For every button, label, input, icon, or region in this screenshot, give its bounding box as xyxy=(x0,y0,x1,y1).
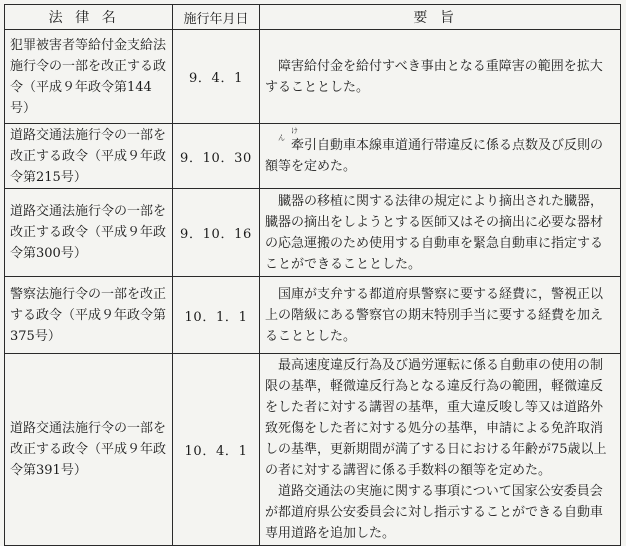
law-name-cell: 犯罪被害者等給付金支給法施行令の一部を改正する政令（平成９年政令第144号） xyxy=(5,30,173,124)
summary-paragraph xyxy=(265,127,615,177)
header-law-name: 法律名 xyxy=(5,5,173,30)
table-row xyxy=(5,124,621,189)
summary-paragraph: 臓器の移植に関する法律の規定により摘出された臓器，臓器の摘出をしようとする医師又はその摘出に必要な器材の応急運搬のため使用する自動車を緊急自動車に指定することができることとした。 xyxy=(265,193,604,272)
table-row xyxy=(5,277,621,354)
table-row xyxy=(5,354,621,546)
law-name-cell: 道路交通法施行令の一部を改正する政令（平成９年政令第300号） xyxy=(5,189,173,277)
laws-table xyxy=(4,4,621,546)
ruby-base: 牽 xyxy=(291,138,305,153)
summary-cell xyxy=(260,189,621,277)
law-name-cell: 警察法施行令の一部を改正する政令（平成９年政令第375号） xyxy=(5,277,173,354)
summary-cell xyxy=(260,124,621,189)
date-cell: 10．1．1 xyxy=(173,277,260,354)
summary-paragraph: 障害給付金を給付すべき事由となる重障害の範囲を拡大することとした。 xyxy=(265,58,603,95)
header-date: 施行年月日 xyxy=(173,5,260,30)
summary-paragraph: 最高速度違反行為及び過労運転に係る自動車の使用の制限の基準，軽微違反行為となる違反行為の範囲，軽微違反をした者に対する講習の基準，重大違反唆し等又は道路外致死傷をした者に対する処分の基準，申請による免許取消しの基準，更新期間が満了する日における年齢が75歳以上の者に対する講習に係る手数料の額等を定めた。 xyxy=(265,358,607,478)
header-summary: 要旨 xyxy=(260,5,621,30)
summary-cell xyxy=(260,354,621,546)
date-cell: 9．4．1 xyxy=(173,30,260,124)
summary-paragraph: 道路交通法の実施に関する事項について国家公安委員会が都道府県公安委員会に対し指示することができる自動車専用道路を追加した。 xyxy=(265,484,604,541)
ruby-reading: けん xyxy=(278,127,298,142)
ruby-group xyxy=(278,127,305,156)
summary-cell xyxy=(260,277,621,354)
summary-paragraph: 国庫が支弁する都道府県警察に要する経費に，警視正以上の階級にある警察官の期末特別手当に要する経費を加えることとした。 xyxy=(265,286,604,344)
summary-text: 引自動車本線車道通行帯違反に係る点数及び反則の額等を定めた。 xyxy=(265,138,604,174)
date-cell: 9．10．16 xyxy=(173,189,260,277)
law-name-cell: 道路交通法施行令の一部を改正する政令（平成９年政令第215号） xyxy=(5,124,173,189)
date-cell: 9．10．30 xyxy=(173,124,260,189)
law-name-cell: 道路交通法施行令の一部を改正する政令（平成９年政令第391号） xyxy=(5,354,173,546)
table-header-row xyxy=(5,5,621,30)
table-row xyxy=(5,30,621,124)
table-row xyxy=(5,189,621,277)
date-cell: 10．4．1 xyxy=(173,354,260,546)
summary-cell xyxy=(260,30,621,124)
